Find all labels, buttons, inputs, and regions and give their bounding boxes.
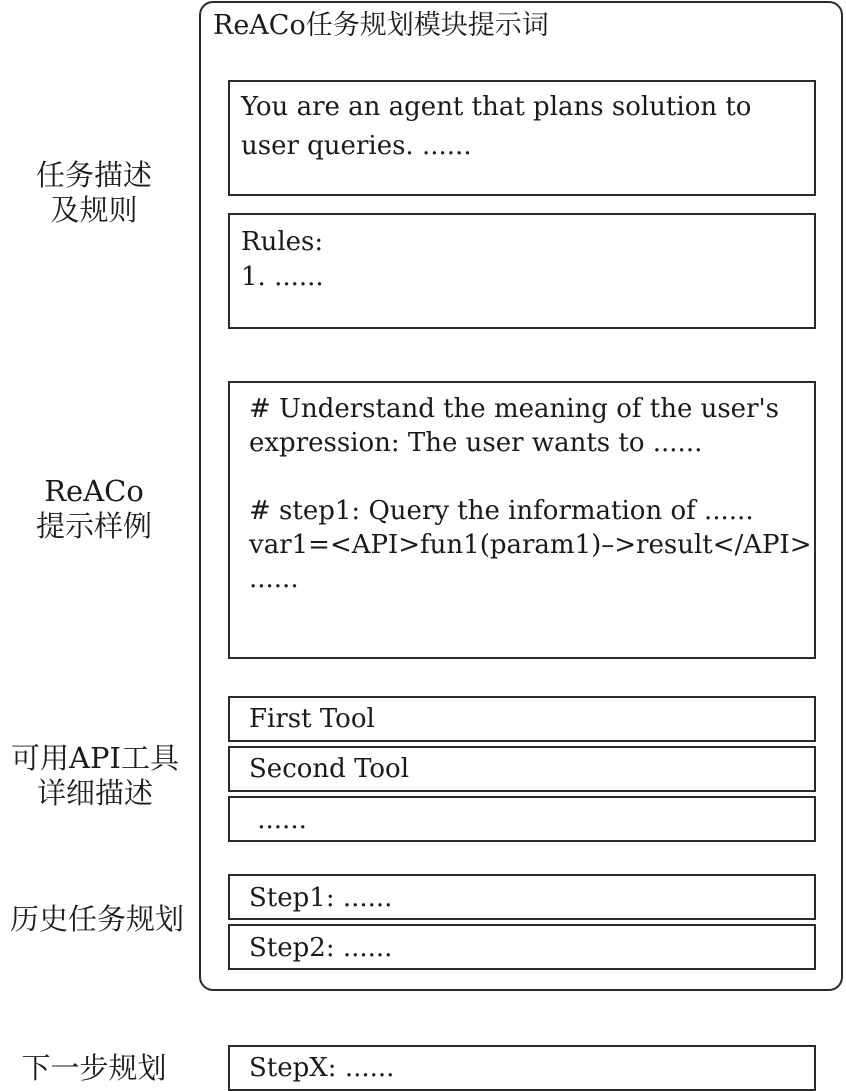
tool-label: Second Tool [249, 754, 410, 784]
frame-title: ReACo任务规划模块提示词 [213, 10, 549, 41]
rules-line: 1. ...... [241, 262, 324, 292]
example-line: ...... [249, 564, 299, 594]
example-line: # Understand the meaning of the user's [249, 394, 779, 424]
label-reaco-examples [24, 474, 164, 544]
tool-label: First Tool [249, 704, 375, 734]
label-next-step [4, 1051, 184, 1086]
rules-line: Rules: [241, 227, 324, 257]
tool-box [228, 796, 816, 842]
example-line: expression: The user wants to ...... [249, 428, 703, 458]
history-step-label: Step1: ...... [249, 883, 393, 913]
label-line: 提示样例 [35, 509, 152, 543]
label-history-plan [0, 902, 194, 937]
task-intro-line: You are an agent that plans solution to [241, 92, 752, 122]
example-line: var1=<API>fun1(param1)–>result</API> [249, 530, 812, 560]
label-line: 下一步规划 [21, 1051, 167, 1085]
label-task-description [24, 158, 164, 228]
label-line: 任务描述 [35, 158, 152, 192]
label-line: 及规则 [50, 193, 138, 227]
label-line: 历史任务规划 [9, 902, 184, 936]
label-api-tools [0, 741, 190, 811]
label-line: 详细描述 [36, 776, 153, 810]
example-line: # step1: Query the information of ...... [249, 496, 754, 526]
history-step-label: Step2: ...... [249, 933, 393, 963]
tool-label: ...... [249, 805, 307, 835]
label-line: ReACo [44, 474, 144, 508]
label-line: 可用API工具 [11, 741, 179, 775]
next-step-label: StepX: ...... [249, 1053, 395, 1083]
task-intro-line: user queries. ...... [241, 131, 472, 161]
